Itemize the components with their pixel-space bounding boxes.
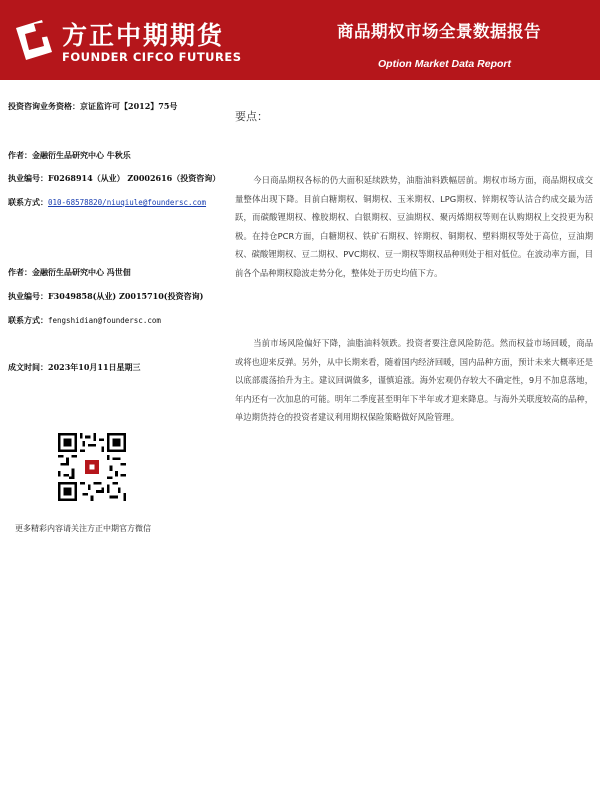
founder-logo-icon xyxy=(12,18,56,62)
author1-name: 作者：金融衍生品研究中心 牛秋乐 xyxy=(8,150,131,160)
author2-name: 作者：金融衍生品研究中心 冯世佃 xyxy=(8,267,131,277)
cert-label: 执业编号： xyxy=(8,173,48,183)
author2-cert xyxy=(8,291,203,302)
report-header xyxy=(0,0,600,80)
cert-value: F0268914（从业） Z0002616（投资咨询） xyxy=(48,173,221,183)
summary-paragraph: 今日商品期权各标的仍大面积延续跌势，油脂油料跌幅居前。期权市场方面，商品期权成交量整体出现下降。目前白糖期权、铜期权、玉米期权、LPG期权、锌期权等认沽合约成交最为活跃，而碳酸锂期权、橡胶期权、白银期权、豆油期权、聚丙烯期权等则在认购期权上交投更为积极。在持仓PCR方面，白糖期权、铁矿石期权、锌期权、铜期权、塑料期权等处于高位，豆油期权、碳酸锂期权、豆二期权、PVC期权、豆一期权等期权品种则处于相对低位。在波动率方面，目前各个品种期权隐波走势分化，整体处于历史均值下方。 xyxy=(235,175,593,278)
author2-email: fengshidian@foundersc.com xyxy=(48,316,161,325)
contact-label: 联系方式： xyxy=(8,315,48,325)
qr-caption: 更多精彩内容请关注方正中期官方微信 xyxy=(15,524,151,533)
cert-value: F3049858(从业) Z0015710(投资咨询) xyxy=(48,291,204,301)
key-points-title: 要点： xyxy=(235,110,268,123)
author1-cert xyxy=(8,173,220,184)
author1-contact xyxy=(8,197,206,208)
report-title: 商品期权市场全景数据报告 xyxy=(337,22,541,41)
outlook-paragraph: 当前市场风险偏好下降，油脂油料领跌。投资者要注意风险防范。然而权益市场回暖，商品或将也迎来反弹。另外，从中长期来看，随着国内经济回暖，国内品种方面，预计未来大概率还是以底部震荡抬升为主。建议回调做多，谨慎追涨。海外宏观仍存较大不确定性，9月不加息落地，年内还有一次加息的可能。明年二季度甚至明年下半年或才迎来降息。与海外关联度较高的品种，单边期货持仓的投资者建议利用期权保险策略做好风险管理。 xyxy=(235,338,593,423)
license-info: 投资咨询业务资格：京证监许可【2012】75号 xyxy=(8,101,178,111)
contact-label: 联系方式： xyxy=(8,197,48,207)
brand-name-en: FOUNDER CIFCO FUTURES xyxy=(62,50,242,64)
cert-label: 执业编号： xyxy=(8,291,48,301)
report-subtitle: Option Market Data Report xyxy=(378,58,512,70)
brand-name-cn: 方正中期期货 xyxy=(62,21,225,50)
publish-date: 成文时间：2023年10月11日星期三 xyxy=(8,362,141,372)
author2-contact xyxy=(8,315,161,326)
wechat-qr-code-icon xyxy=(58,433,126,501)
author1-email-link[interactable]: 010-68578820/niuqiule@foundersc.com xyxy=(48,198,207,207)
